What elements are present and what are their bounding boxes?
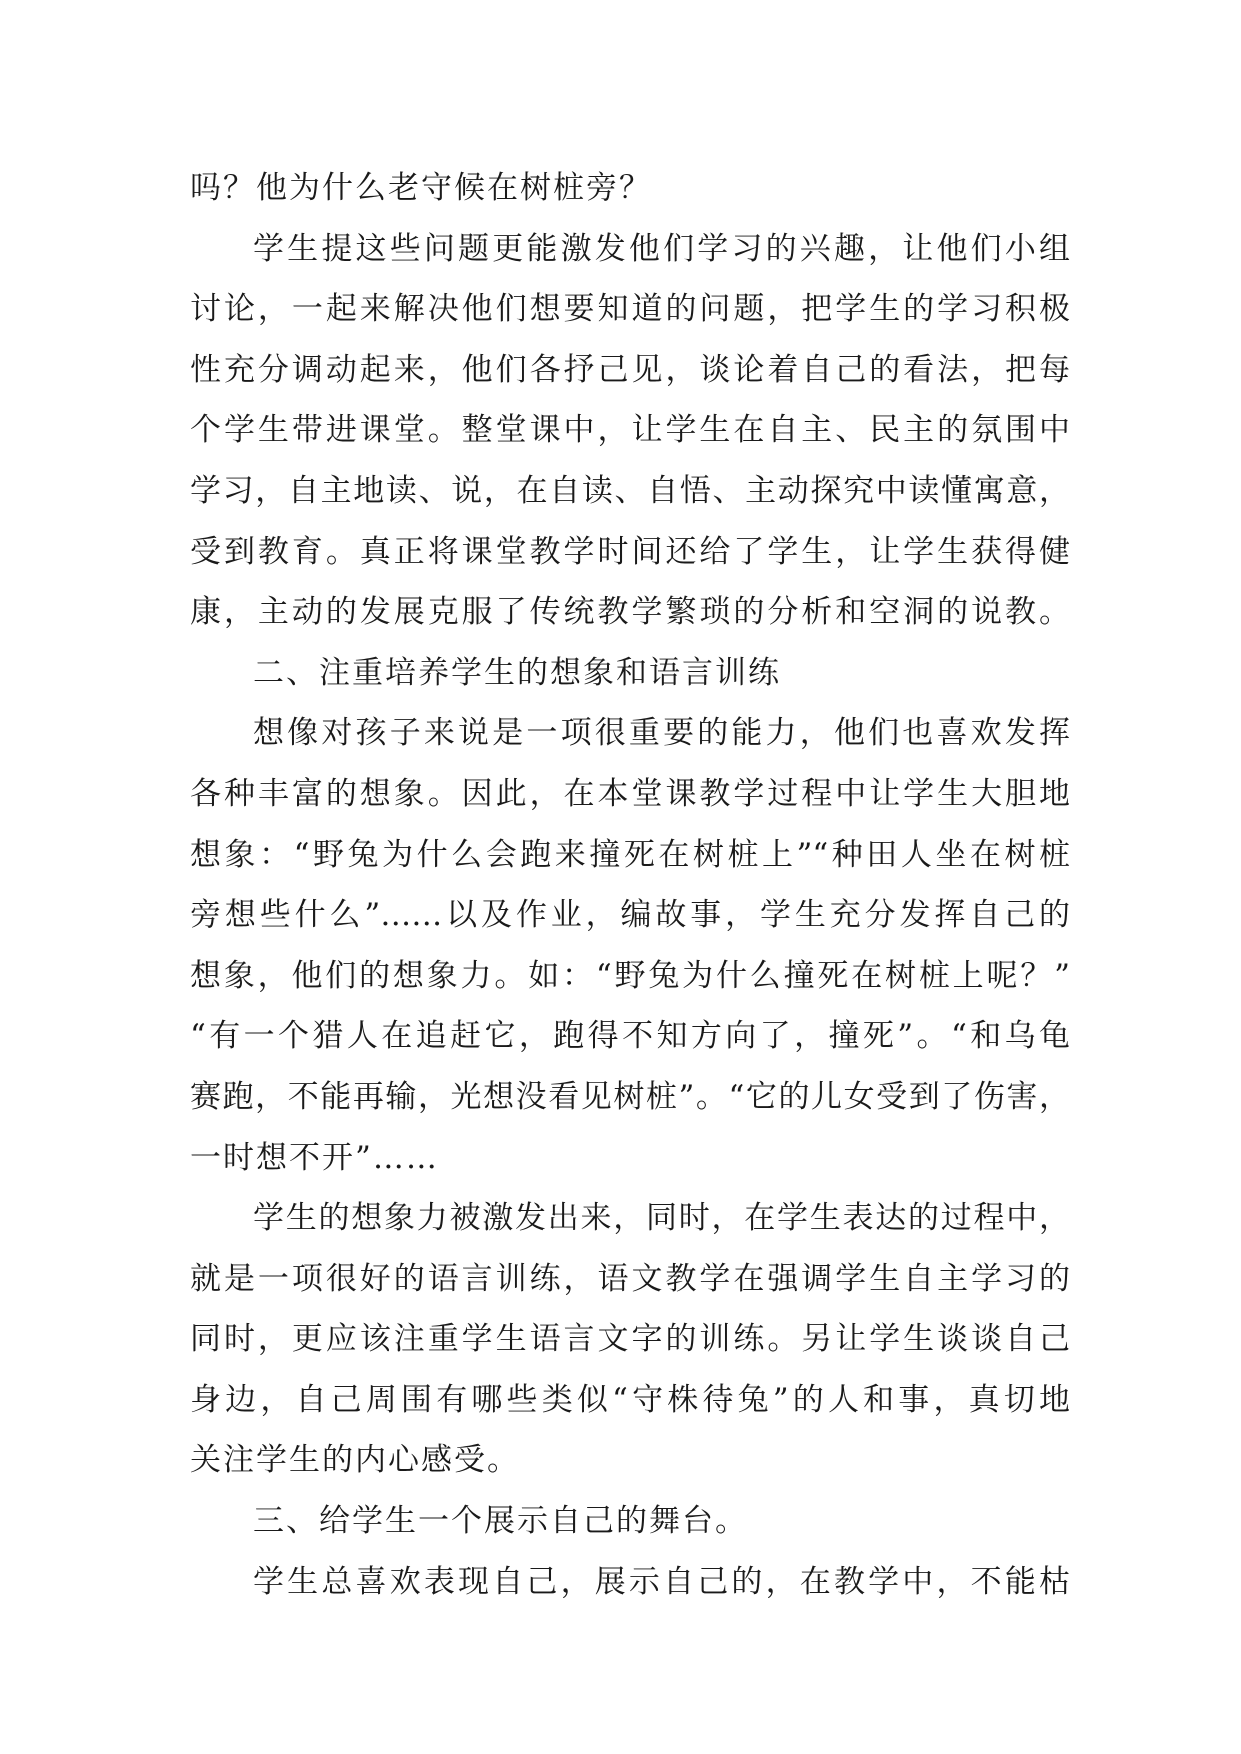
text-line: 同时，更应该注重学生语言文字的训练。另让学生谈谈自己 bbox=[190, 1321, 1070, 1358]
text-line: “有一个猎人在追赶它，跑得不知方向了，撞死”。“和乌龟 bbox=[190, 1018, 1070, 1055]
text-line: 个学生带进课堂。整堂课中，让学生在自主、民主的氛围中 bbox=[190, 412, 1070, 449]
text-line: 想象，他们的想象力。如：“野兔为什么撞死在树桩上呢？” bbox=[190, 957, 1070, 994]
text-line: 性充分调动起来，他们各抒己见，谈论着自己的看法，把每 bbox=[190, 351, 1070, 388]
text-line: 学生的想象力被激发出来，同时，在学生表达的过程中， bbox=[253, 1200, 1070, 1237]
text-line: 学生总喜欢表现自己，展示自己的，在教学中，不能枯 bbox=[253, 1563, 1070, 1600]
text-line: 讨论，一起来解决他们想要知道的问题，把学生的学习积极 bbox=[190, 291, 1070, 328]
text-line: 各种丰富的想象。因此，在本堂课教学过程中让学生大胆地 bbox=[190, 775, 1070, 812]
text-line: 关注学生的内心感受。 bbox=[190, 1442, 520, 1479]
text-line: 学生提这些问题更能激发他们学习的兴趣，让他们小组 bbox=[253, 230, 1070, 267]
document-body bbox=[190, 158, 1070, 1612]
text-line: 三、给学生一个展示自己的舞台。 bbox=[253, 1503, 748, 1540]
text-line: 想象：“野兔为什么会跑来撞死在树桩上”“种田人坐在树桩 bbox=[190, 836, 1070, 873]
text-line: 受到教育。真正将课堂教学时间还给了学生，让学生获得健 bbox=[190, 533, 1070, 570]
text-line: 就是一项很好的语言训练，语文教学在强调学生自主学习的 bbox=[190, 1260, 1070, 1297]
text-line: 赛跑，不能再输，光想没看见树桩”。“它的儿女受到了伤害， bbox=[190, 1078, 1070, 1115]
text-line: 吗？他为什么老守候在树桩旁？ bbox=[190, 170, 652, 206]
text-line: 学习，自主地读、说，在自读、自悟、主动探究中读懂寓意， bbox=[190, 472, 1070, 509]
text-line: 旁想些什么”……以及作业，编故事，学生充分发挥自己的 bbox=[190, 897, 1070, 934]
text-line: 康，主动的发展克服了传统教学繁琐的分析和空洞的说教。 bbox=[190, 594, 1070, 631]
text-line: 二、注重培养学生的想象和语言训练 bbox=[253, 654, 781, 691]
text-line: 一时想不开”…… bbox=[190, 1139, 439, 1176]
text-line: 身边，自己周围有哪些类似“守株待兔”的人和事，真切地 bbox=[190, 1381, 1070, 1418]
text-line: 想像对孩子来说是一项很重要的能力，他们也喜欢发挥 bbox=[253, 715, 1070, 752]
